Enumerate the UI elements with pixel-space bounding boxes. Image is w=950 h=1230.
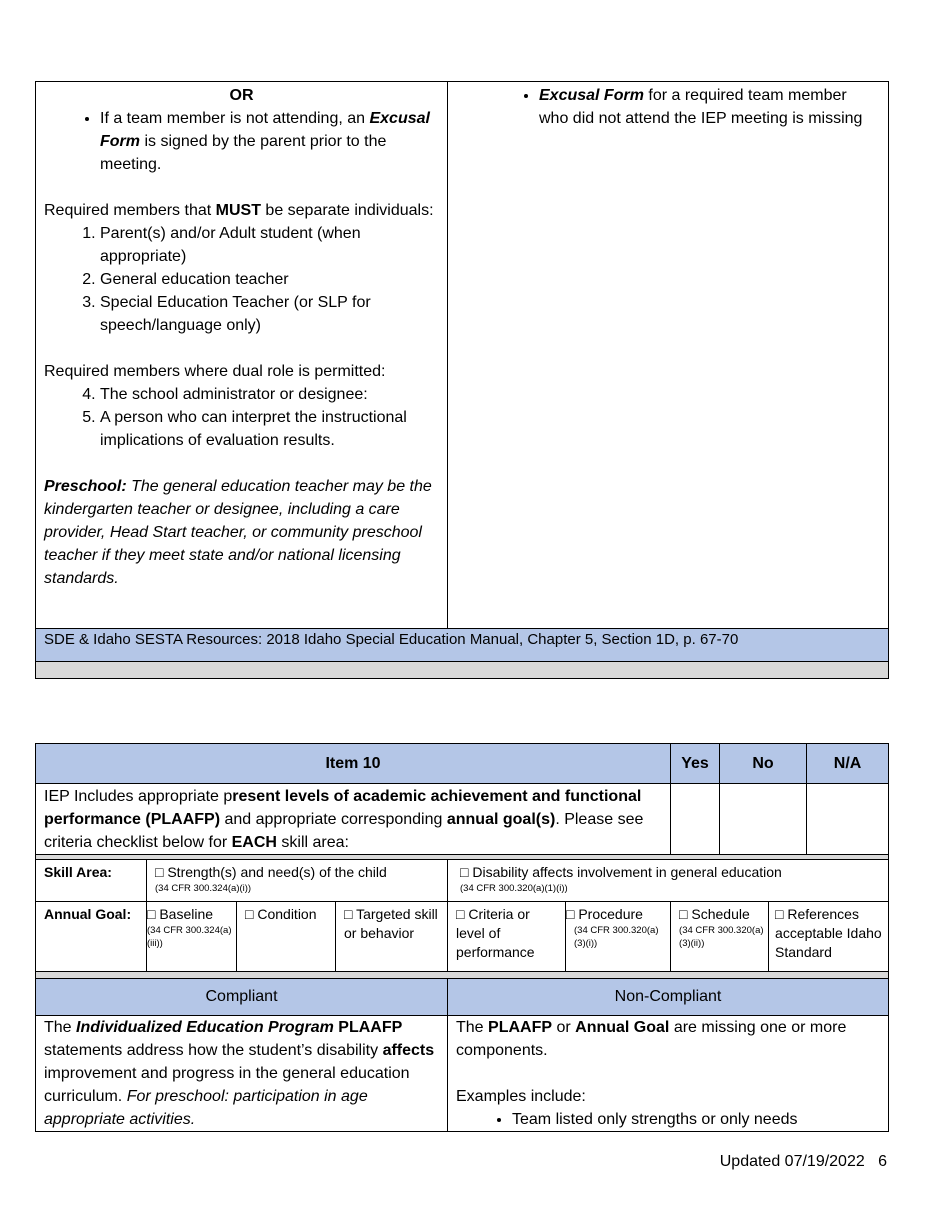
page-number: 6: [878, 1153, 887, 1170]
no-cell[interactable]: [720, 784, 807, 855]
goal-baseline[interactable]: □ Baseline (34 CFR 300.324(a)(iii)): [147, 902, 237, 972]
compliant-header: Compliant: [36, 979, 448, 1016]
list-item: 1. Parent(s) and/or Adult student (when appropriate): [100, 222, 439, 268]
annual-goal-label: Annual Goal:: [36, 902, 147, 972]
na-cell[interactable]: [807, 784, 889, 855]
noncompliant-cell: [448, 1016, 889, 1132]
table-team-members: [35, 81, 889, 679]
list-item: • Excusal Form for a required team member who did not attend the IEP meeting is missing: [539, 84, 868, 130]
list-item: 2. General education teacher: [100, 268, 439, 291]
item-description: IEP Includes appropriate present levels of academic achievement and functional performance (PLAAFP) and appropriate corresponding annual goal(s). Please see criteria checklist below for EACH skill area:: [36, 784, 671, 855]
list-item: 3. Special Education Teacher (or SLP for speech/language only): [100, 291, 439, 337]
no-header: No: [720, 744, 807, 784]
examples-list: [456, 1108, 880, 1131]
page-footer: [720, 1153, 887, 1171]
list-item: • If a team member is not attending, an Excusal Form is signed by the parent prior to the meeting.: [100, 107, 439, 176]
must-list: [44, 222, 439, 337]
divider-row: [36, 972, 889, 979]
or-label: OR: [229, 87, 254, 104]
excusal-list: [44, 107, 439, 176]
goal-targeted-skill[interactable]: □ Targeted skill or behavior: [336, 902, 448, 972]
yes-header: Yes: [671, 744, 720, 784]
examples-label: Examples include:: [456, 1088, 586, 1105]
skill-disability-affects[interactable]: □ Disability affects involvement in general education (34 CFR 300.320(a)(1)(i)): [448, 860, 889, 902]
excusal-missing-list: [448, 84, 868, 130]
table-item-10: [35, 743, 889, 1132]
dual-intro: Required members where dual role is permitted:: [44, 363, 386, 380]
noncompliant-header: Non-Compliant: [448, 979, 889, 1016]
list-item: 5. A person who can interpret the instructional implications of evaluation results.: [100, 406, 439, 452]
noncompliant-intro: The PLAAFP or Annual Goal are missing one or more components.: [456, 1019, 847, 1059]
item-header: Item 10: [36, 744, 671, 784]
noncompliance-cell: [448, 82, 889, 629]
resources-row: SDE & Idaho SESTA Resources: 2018 Idaho Special Education Manual, Chapter 5, Section 1D, p. 67-70: [36, 629, 889, 662]
goal-criteria[interactable]: □ Criteria or level of performance: [448, 902, 566, 972]
must-intro: Required members that MUST be separate individuals:: [44, 202, 434, 219]
skill-strengths-needs[interactable]: □ Strength(s) and need(s) of the child (34 CFR 300.324(a)(i)): [147, 860, 448, 902]
goal-references-standard[interactable]: □ References acceptable Idaho Standard: [769, 902, 889, 972]
dual-list: [44, 383, 439, 452]
divider-row: [36, 662, 889, 679]
goal-procedure[interactable]: □ Procedure (34 CFR 300.320(a)(3)(i)): [566, 902, 671, 972]
skill-area-label: Skill Area:: [36, 860, 147, 902]
goal-schedule[interactable]: □ Schedule (34 CFR 300.320(a)(3)(ii)): [671, 902, 769, 972]
preschool-note: Preschool: The general education teacher may be the kindergarten teacher or designee, including a care provider, Head Start teacher, or community preschool teacher if they meet state and/or national licensing standards.: [44, 478, 432, 587]
list-item: • Team listed only strengths or only needs: [512, 1108, 880, 1131]
list-item: 4. The school administrator or designee:: [100, 383, 439, 406]
updated-date: Updated 07/19/2022: [719, 1153, 865, 1170]
na-header: N/A: [807, 744, 889, 784]
compliant-cell: The Individualized Education Program PLAAFP statements address how the student’s disability affects improvement and progress in the general education curriculum. For preschool: participation in age appropriate activities.: [36, 1016, 448, 1132]
requirement-cell: [36, 82, 448, 629]
yes-cell[interactable]: [671, 784, 720, 855]
goal-condition[interactable]: □ Condition: [237, 902, 336, 972]
